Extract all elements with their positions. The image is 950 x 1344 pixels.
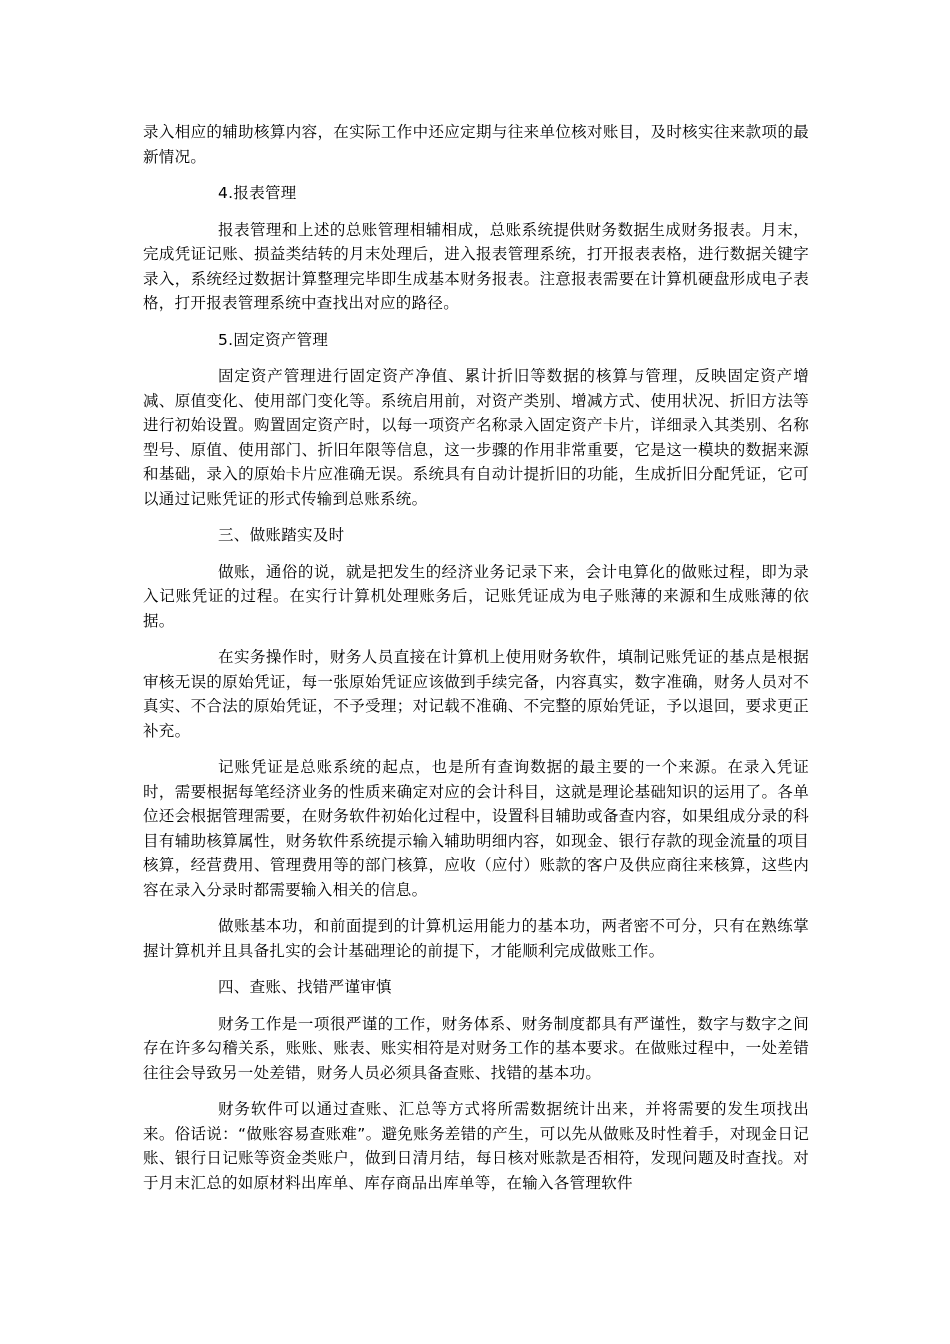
section-heading-report-management: 4.报表管理 <box>218 184 297 202</box>
paragraph-practical-operation: 在实务操作时，财务人员直接在计算机上使用财务软件，填制记账凭证的基点是根据审核无误的原始凭证，每一张原始凭证应该做到手续完备，内容真实，数字准确，财务人员对不真实、不合法的原始凭证，不予受理；对记载不准确、不完整的原始凭证，予以退回，要求更正补充。 <box>143 648 809 740</box>
paragraph-bookkeeping-definition: 做账，通俗的说，就是把发生的经济业务记录下来，会计电算化的做账过程，即为录入记账凭证的过程。在实行计算机处理账务后，记账凭证成为电子账薄的来源和生成账薄的依据。 <box>143 562 809 630</box>
paragraph-report-management: 报表管理和上述的总账管理相辅相成，总账系统提供财务数据生成财务报表。月末，完成凭证记账、损益类结转的月末处理后，进入报表管理系统，打开报表表格，进行数据关键字录入，系统经过数据计算整理完毕即生成基本财务报表。注意报表需要在计算机硬盘形成电子表格，打开报表管理系统中查找出对应的路径。 <box>143 220 809 312</box>
paragraph-voucher-origin: 记账凭证是总账系统的起点，也是所有查询数据的最主要的一个来源。在录入凭证时，需要根据每笔经济业务的性质来确定对应的会计科目，这就是理论基础知识的运用了。各单位还会根据管理需要，在财务软件初始化过程中，设置科目辅助或备查内容，如果组成分录的科目有辅助核算属性，财务软件系统提示输入辅助明细内容，如现金、银行存款的现金流量的项目核算，经营费用、管理费用等的部门核算，应收（应付）账款的客户及供应商往来核算，这些内容在录入分录时都需要输入相关的信息。 <box>143 758 809 899</box>
section-heading-bookkeeping: 三、做账踏实及时 <box>218 526 345 544</box>
paragraph-software-query: 财务软件可以通过查账、汇总等方式将所需数据统计出来，并将需要的发生项找出来。俗话说：“做账容易查账难”。避免账务差错的产生，可以先从做账及时性着手，对现金日记账、银行日记账等资金类账户，做到日清月结，每日核对账款是否相符，发现问题及时查找。对于月末汇总的如原材料出库单、库存商品出库单等，在输入各管理软件 <box>143 1100 809 1192</box>
section-heading-audit: 四、查账、找错严谨审慎 <box>218 978 392 996</box>
paragraph-continued: 录入相应的辅助核算内容，在实际工作中还应定期与往来单位核对账目，及时核实往来款项的最新情况。 <box>143 123 809 166</box>
section-heading-fixed-assets: 5.固定资产管理 <box>218 330 329 349</box>
paragraph-audit-rigor: 财务工作是一项很严谨的工作，财务体系、财务制度都具有严谨性，数字与数字之间存在许多勾稽关系，账账、账表、账实相符是对财务工作的基本要求。在做账过程中，一处差错往往会导致另一处差错，财务人员必须具备查账、找错的基本功。 <box>143 1014 809 1082</box>
document-body <box>143 120 809 1207</box>
paragraph-basic-skills: 做账基本功，和前面提到的计算机运用能力的基本功，两者密不可分，只有在熟练掌握计算机并且具备扎实的会计基础理论的前提下，才能顺利完成做账工作。 <box>143 917 809 960</box>
paragraph-fixed-assets: 固定资产管理进行固定资产净值、累计折旧等数据的核算与管理，反映固定资产增减、原值变化、使用部门变化等。系统启用前，对资产类别、增减方式、使用状况、折旧方法等进行初始设置。购置固定资产时，以每一项资产名称录入固定资产卡片，详细录入其类别、名称型号、原值、使用部门、折旧年限等信息，这一步骤的作用非常重要，它是这一模块的数据来源和基础，录入的原始卡片应准确无误。系统具有自动计提折旧的功能，生成折旧分配凭证，它可以通过记账凭证的形式传输到总账系统。 <box>143 367 809 508</box>
